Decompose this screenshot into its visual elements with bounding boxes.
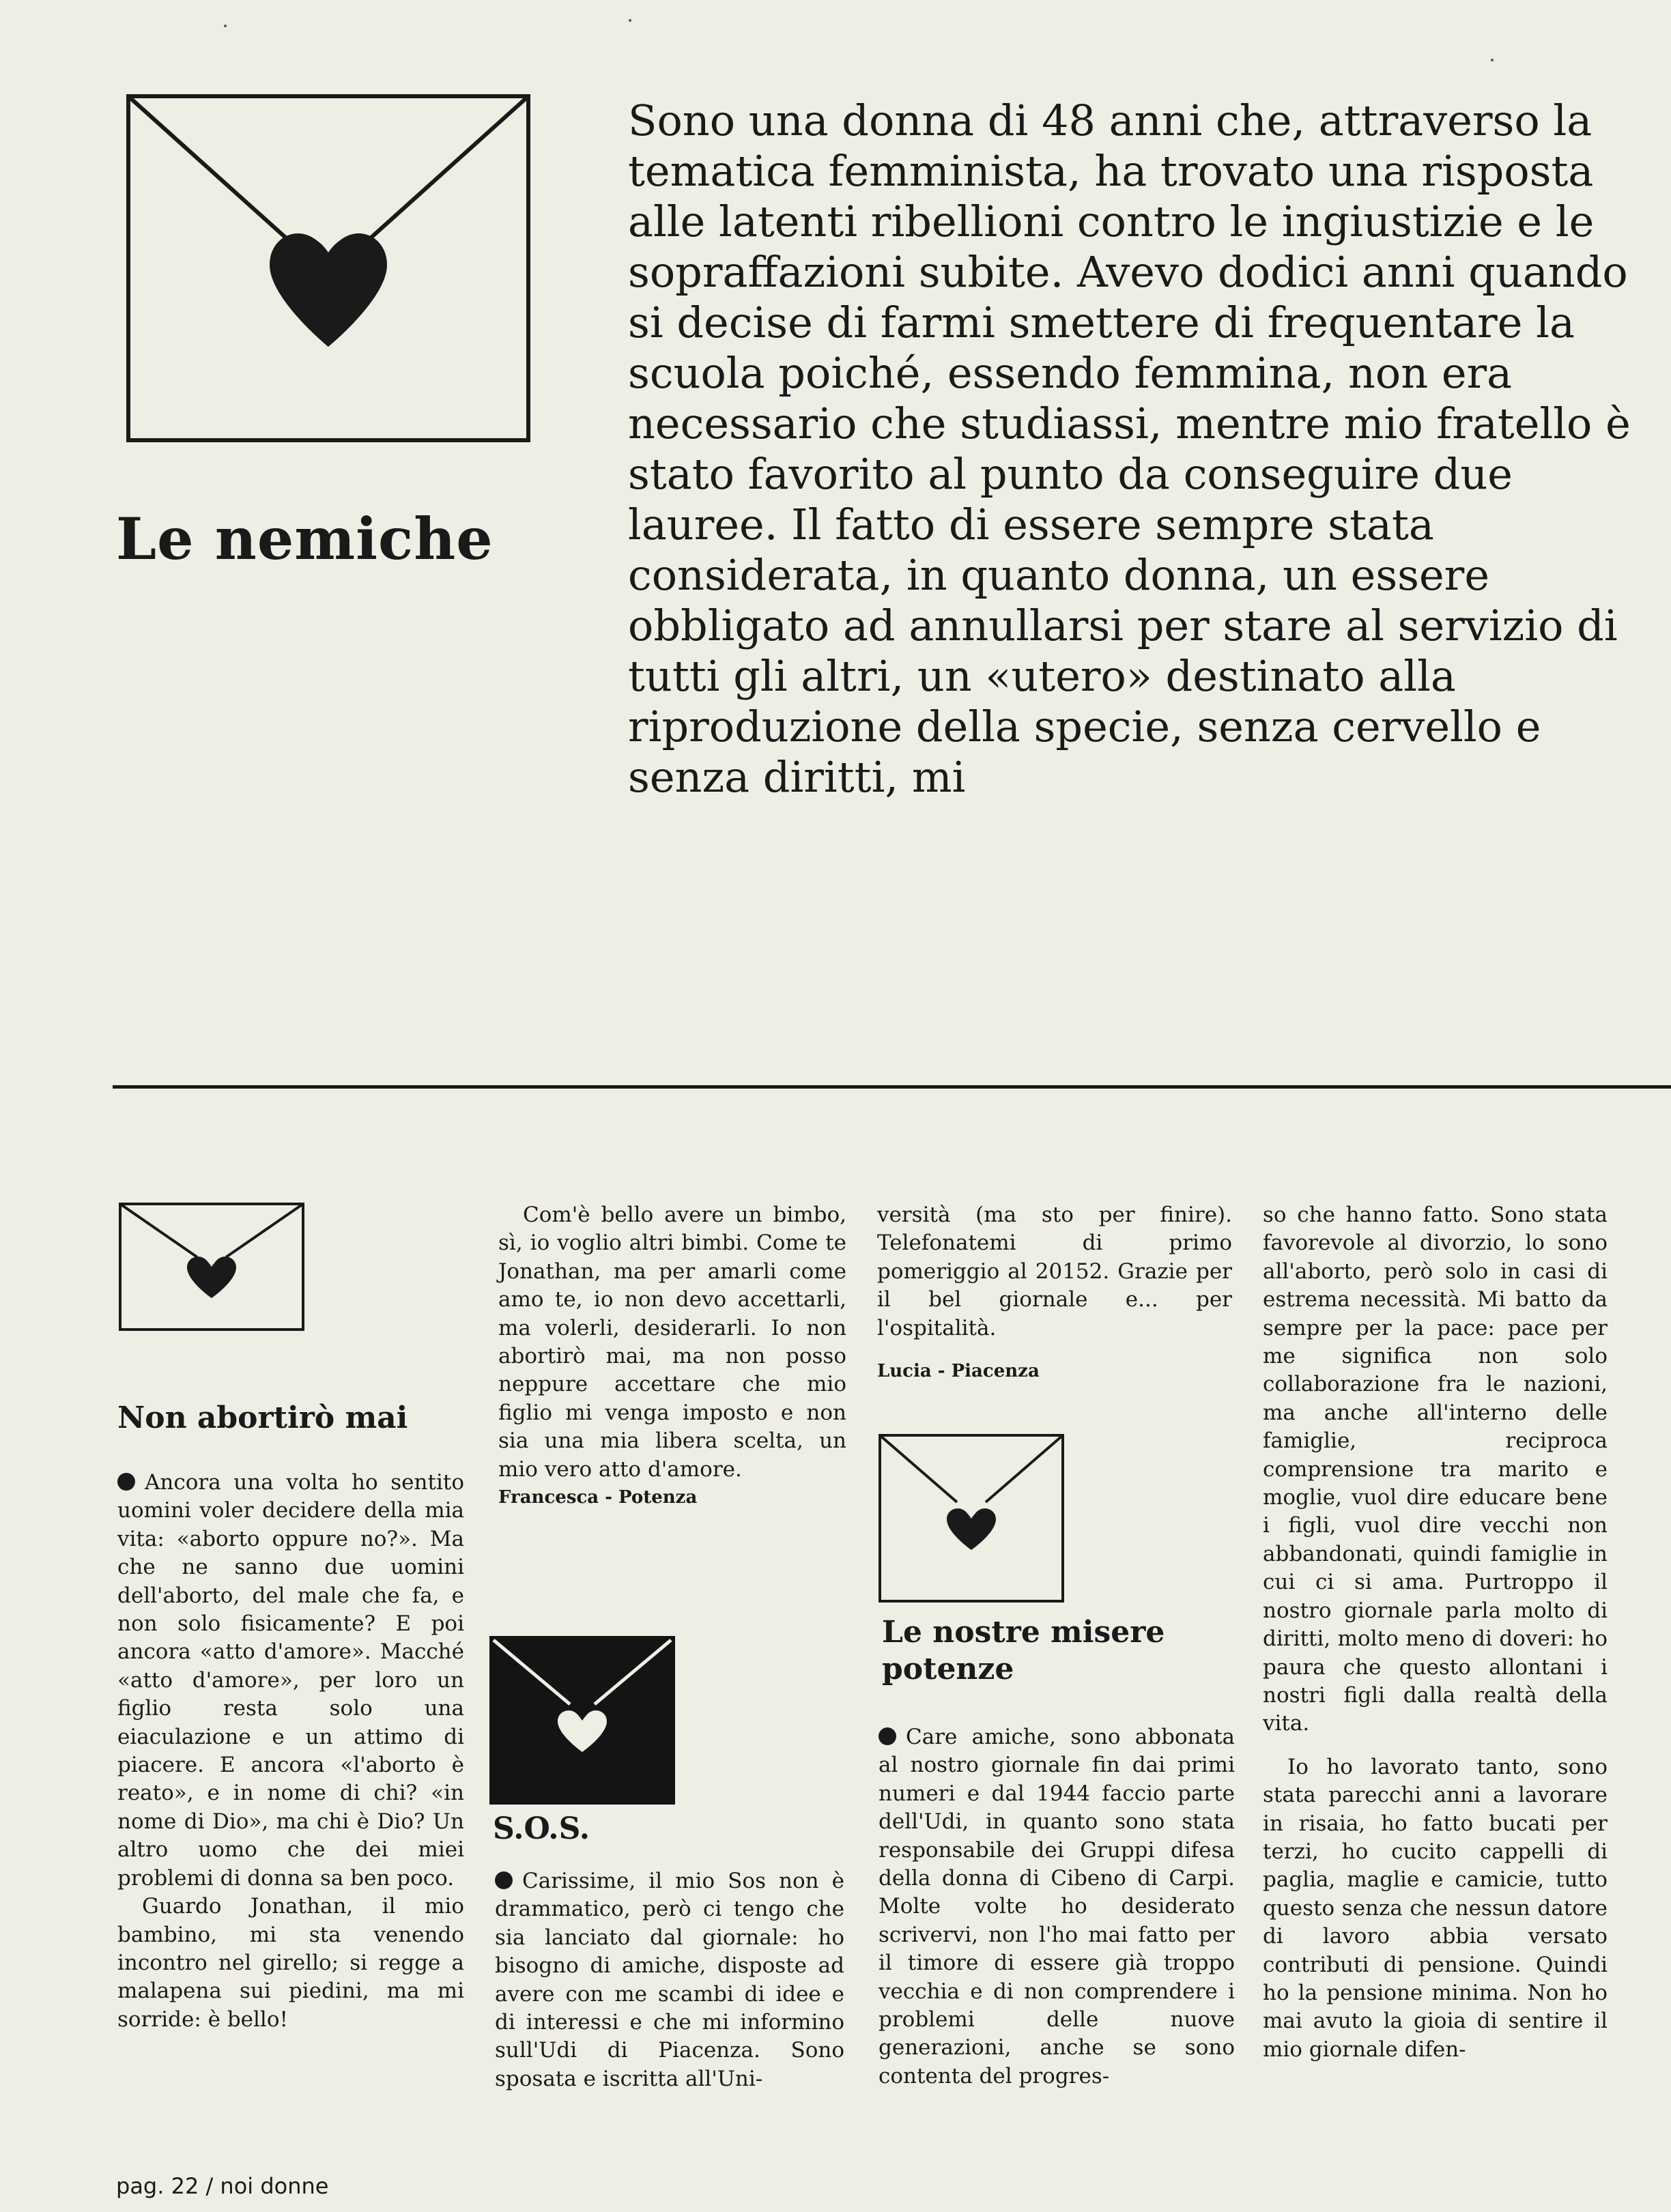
page-footer: pag. 22 / noi donne: [116, 2173, 329, 2199]
letter-paragraph: versità (ma sto per finire). Telefonatemi di primo pomeriggio al 20152. Grazie per il bel giornale e... per l'ospitalità.: [877, 1203, 1232, 1340]
scan-speck: [629, 19, 631, 22]
section-divider: [113, 1085, 1671, 1089]
column-3b: [879, 1723, 1235, 2091]
signature: Lucia - Piacenza: [877, 1361, 1040, 1382]
letter-paragraph: Guardo Jonathan, il mio bambino, mi sta venendo incontro nel girello; si regge a malapena sui piedini, ma mi sorride: è bello!: [117, 1894, 464, 2032]
column-2b: [495, 1867, 844, 2093]
letter-paragraph: Com'è bello avere un bimbo, sì, io voglio altri bimbi. Come te Jonathan, ma per amarli come amo te, io non devo accettarli, ma volerli, desiderarli. Io non abortirò mai, ma non posso neppure accettare che mio figlio mi venga imposto e non sia una mia libera scelta, un mio vero atto d'amore.: [498, 1203, 846, 1482]
headline-misere: Le nostre misere potenze: [882, 1615, 1165, 1686]
envelope-heart-icon: [119, 1203, 304, 1331]
column-4: [1263, 1201, 1608, 2064]
letter-paragraph: Care amiche, sono abbonata al nostro giornale fin dai primi numeri e dal 1944 faccio parte dell'Udi, in quanto sono stata responsabile dei Gruppi difesa della donna di Cibeno di Carpi. Molte volte ho desiderato scrivervi, non l'ho mai fatto per il timore di essere già troppo vecchia e di non comprendere i problemi delle nuove generazioni, anche se sono contenta del progres-: [879, 1725, 1235, 2088]
letter-paragraph: Ancora una volta ho sentito uomini voler decidere della mia vita: «aborto oppure no?». Ma che ne sanno due uomini dell'aborto, del male che fa, e non solo fisicamente? E poi ancora «atto d'amore». Macché «atto d'amore», per loro un figlio resta solo una eiaculazione e un attimo di piacere. E ancora «l'aborto è reato», e in nome di chi? «in nome di Dio», ma chi è Dio? Un altro uomo che dei miei problemi di donna sa ben poco.: [117, 1470, 464, 1891]
letter-paragraph: Io ho lavorato tanto, sono stata parecchi anni a lavorare in risaia, ho fatto bucati per terzi, ho cucito cappelli di paglia, maglie e camicie, tutto questo senza che nessun datore di lavoro abbia versato contributi di pensione. Quindi ho la pensione minima. Non ho mai avuto la gioia di sentire il mio giornale difen-: [1263, 1754, 1608, 2062]
column-2: [498, 1201, 846, 1512]
headline-non-abortiro: Non abortirò mai: [117, 1401, 408, 1435]
scan-speck: [224, 25, 227, 27]
intro-paragraph: Sono una donna di 48 anni che, attraverso la tematica femminista, ha trovato una risposta alle latenti ribellioni contro le ingiustizie e le sopraffazioni subite. Avevo dodici anni quando si decise di farmi smettere di frequentare la scuola poiché, essendo femmina, non era necessario che studiassi, mentre mio fratello è stato favorito al punto da conseguire due lauree. Il fatto di essere sempre stata considerata, in quanto donna, un essere obbligato ad annullarsi per stare al servizio di tutti gli altri, un «utero» destinato alla riproduzione della specie, senza cervello e senza diritti, mi: [628, 96, 1631, 802]
headline-sos: S.O.S.: [493, 1811, 590, 1846]
envelope-heart-inverted-icon: [489, 1636, 675, 1805]
bullet-icon: [495, 1871, 513, 1889]
bullet-icon: [117, 1473, 135, 1491]
envelope-heart-icon: [126, 94, 530, 442]
page-title: Le nemiche: [116, 505, 494, 573]
scan-speck: [1491, 59, 1494, 61]
signature: Francesca - Potenza: [498, 1487, 698, 1508]
envelope-heart-icon: [879, 1434, 1064, 1603]
letter-paragraph: Carissime, il mio Sos non è drammatico, però ci tengo che sia lanciato dal giornale: ho bisogno di amiche, disposte ad avere con me scambi di idee e di interessi e che mi informino sull'Udi di Piacenza. Sono sposata e iscritta all'Uni-: [495, 1869, 844, 2091]
column-3: [877, 1201, 1232, 1385]
bullet-icon: [879, 1727, 896, 1745]
column-1: [117, 1469, 464, 2034]
letter-paragraph: so che hanno fatto. Sono stata favorevole al divorzio, lo sono all'aborto, però solo in casi di estrema necessità. Mi batto da sempre per la pace: pace per me significa non solo collaborazione fra le nazioni, ma anche all'interno delle famiglie, reciproca comprensione tra marito e moglie, vuol dire educare bene i figli, vuol dire vecchi non abbandonati, quindi famiglie in cui ci si ama. Purtroppo il nostro giornale parla molto di diritti, molto meno di doveri: ho paura che questo allontani i nostri figli dalla realtà della vita.: [1263, 1203, 1608, 1736]
